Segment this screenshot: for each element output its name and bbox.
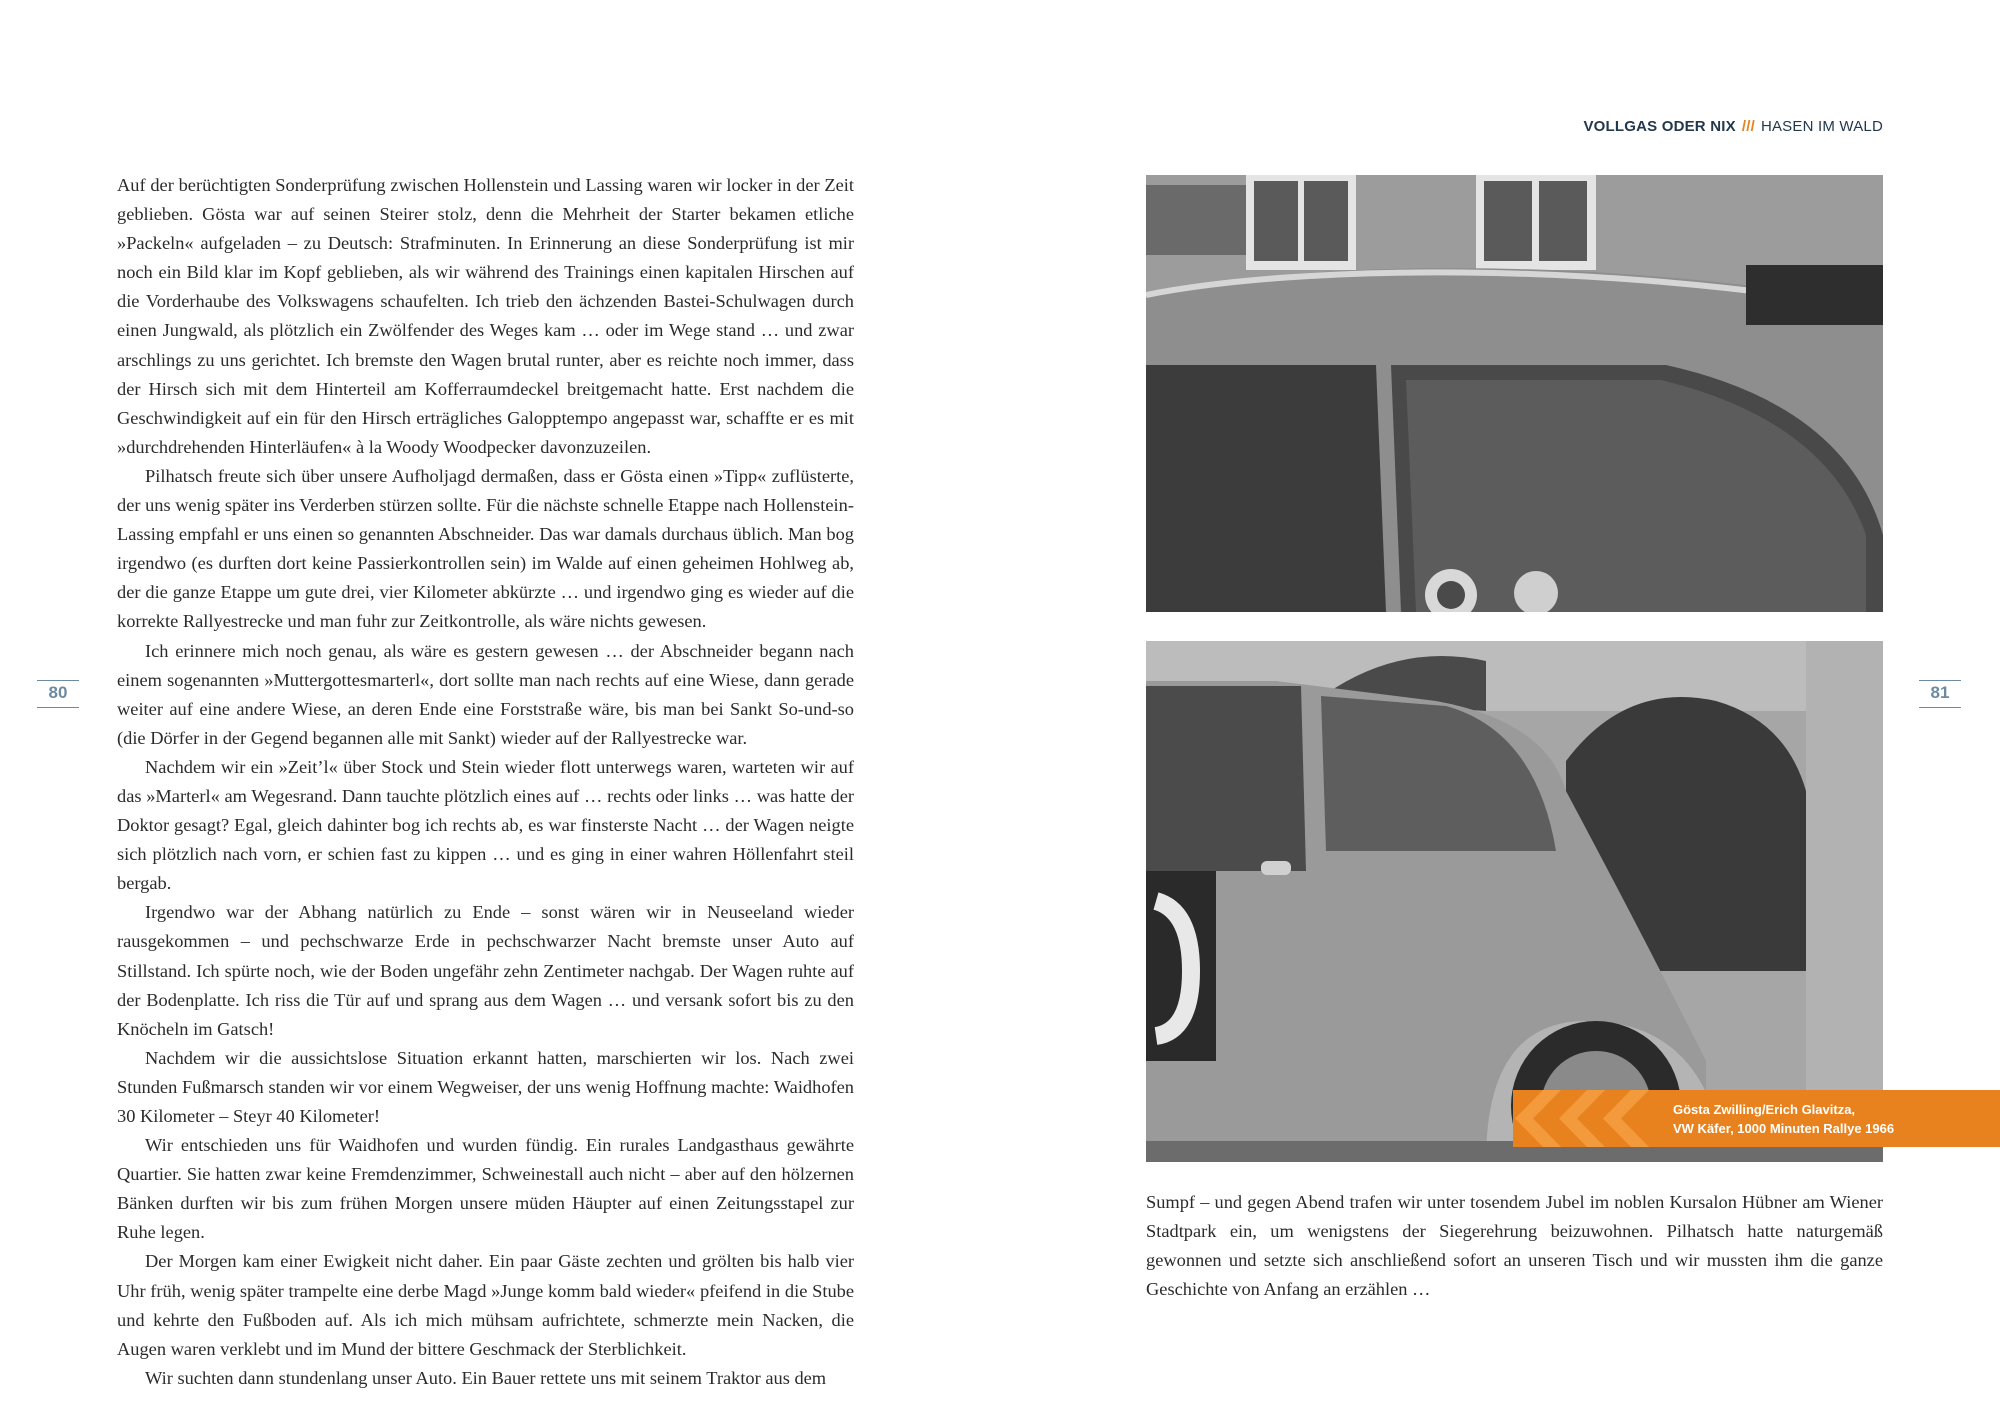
- page-number-left: 80: [37, 680, 79, 708]
- paragraph: Ich erinnere mich noch genau, als wäre es gestern gewesen … der Abschneider begann nach einem sogenannten »Muttergottesmarterl«, dort sollte man nach rechts auf eine Wiese, dann gerade weiter auf eine andere Wiese, an deren Ende eine Forststraße wäre, bis man bei Sankt So-und-so (die Dörfer in der Gegend begannen alle mit Sankt) wieder auf der Rallyestrecke war.: [117, 640, 854, 748]
- running-header: [1583, 118, 1883, 135]
- caption-line-1: Gösta Zwilling/Erich Glavitza,: [1673, 1102, 1856, 1117]
- caption-line-2: VW Käfer, 1000 Minuten Rallye 1966: [1673, 1121, 1895, 1136]
- paragraph: Pilhatsch freute sich über unsere Aufholjagd dermaßen, dass er Gösta einen »Tipp« zuflüsterte, der uns wenig später ins Verderben stürzen sollte. Für die nächste schnelle Etappe nach Hollenstein-Lassing empfahl er uns einen so genannten Abschneider. Das war damals durchaus üblich. Man bog irgendwo (es durften dort keine Passierkontrollen sein) im Walde auf einen geheimen Hohlweg ab, der die ganze Etappe um gute drei, vier Kilometer abkürzte … und irgendwo ging es wieder auf die korrekte Rallyestrecke und man fuhr zur Zeitkontrolle, als wäre nichts gewesen.: [117, 465, 854, 632]
- paragraph: Auf der berüchtigten Sonderprüfung zwischen Hollenstein und Lassing waren wir locker in der Zeit geblieben. Gösta war auf seinen Steirer stolz, denn die Mehrheit der Starter bekamen etliche »Packeln« aufgeladen – zu Deutsch: Strafminuten. In Erinnerung an diese Sonderprüfung ist mir noch ein Bild klar im Kopf geblieben, als wir während des Trainings einen kapitalen Hirschen auf die Vorderhaube des Volkswagens schaufelten. Ich trieb den ächzenden Bastei-Schulwagen durch einen Jungwald, als plötzlich ein Zwölfender des Weges kam … oder im Wege stand … und zwar arschlings zu uns gerichtet. Ich bremste den Wagen brutal runter, aber es reichte noch immer, dass der Hirsch sich mit dem Hinterteil am Kofferraumdeckel breitgemacht hatte. Erst nachdem die Geschwindigkeit auf ein für den Hirsch erträgliches Galopptempo angepasst war, schaffte er es mit »durchdrehenden Hinterläufen« à la Woody Woodpecker davonzuzeilen.: [117, 175, 854, 457]
- left-text-column: [117, 171, 854, 1393]
- paragraph: Wir suchten dann stundenlang unser Auto. Ein Bauer rettete uns mit seinem Traktor aus dem: [145, 1367, 827, 1388]
- chevron-icons: [1513, 1090, 1663, 1147]
- page-number-right: 81: [1919, 680, 1961, 708]
- paragraph: Sumpf – und gegen Abend trafen wir unter tosendem Jubel im noblen Kursalon Hübner am Wiener Stadtpark ein, um wenigstens der Siegerehrung beizuwohnen. Pilhatsch hatte naturgemäß gewonnen und setzte sich anschließend sofort an unseren Tisch und wir mussten ihm die ganze Geschichte von Anfang an erzählen …: [1146, 1192, 1883, 1300]
- paragraph: Wir entschieden uns für Waidhofen und wurden fündig. Ein rurales Landgasthaus gewährte Quartier. Sie hatten zwar keine Fremdenzimmer, Schweinestall auch nicht – aber auf den hölzernen Bänken durften wir bis zum frühen Morgen unsere müden Häupter auf einen Zeitungsstapel zur Ruhe legen.: [117, 1135, 854, 1243]
- paragraph: Nachdem wir ein »Zeit’l« über Stock und Stein wieder flott unterwegs waren, warteten wir auf das »Marterl« am Wegesrand. Dann tauchte plötzlich eines auf … rechts oder links … was hatte der Doktor gesagt? Egal, gleich dahinter bog ich rechts ab, es war finsterste Nacht … der Wagen neigte sich plötzlich nach vorn, er schien fast zu kippen … und es ging in einer wahren Höllenfahrt steil bergab.: [117, 756, 854, 894]
- paragraph: Irgendwo war der Abhang natürlich zu Ende – sonst wären wir in Neuseeland wieder rausgekommen – und pechschwarze Erde in pechschwarzer Nacht bremste unser Auto auf Stillstand. Ich spürte noch, wie der Boden ungefähr zehn Zentimeter nachgab. Der Wagen ruhte auf der Bodenplatte. Ich riss die Tür auf und sprang aus dem Wagen … und versank sofort bis zu den Knöcheln im Gatsch!: [117, 902, 854, 1039]
- caption-text: [1673, 1100, 1993, 1138]
- chapter-title: VOLLGAS ODER NIX: [1583, 118, 1736, 135]
- photo-vw-kaefer: [1146, 641, 1883, 1162]
- section-title: HASEN IM WALD: [1760, 118, 1883, 135]
- paragraph: Der Morgen kam einer Ewigkeit nicht daher. Ein paar Gäste zechten und grölten bis halb vier Uhr früh, wenig später trampelte eine derbe Magd »Junge komm bald wieder« pfeifend in die Stube und kehrte den Fußboden auf. Als ich mich mühsam aufrichtete, schmerzte mein Nacken, die Augen waren verklebt und im Mund der bittere Geschmack der Sterblichkeit.: [117, 1251, 854, 1359]
- header-separator: ///: [1741, 118, 1755, 135]
- paragraph: Nachdem wir die aussichtslose Situation erkannt hatten, marschierten wir los. Nach zwei Stunden Fußmarsch standen wir vor einem Wegweiser, der uns wenig Hoffnung machte: Waidhofen 30 Kilometer – Steyr 40 Kilometer!: [117, 1047, 854, 1126]
- right-text-column: [1146, 1188, 1883, 1304]
- photo-car-window: [1146, 175, 1883, 612]
